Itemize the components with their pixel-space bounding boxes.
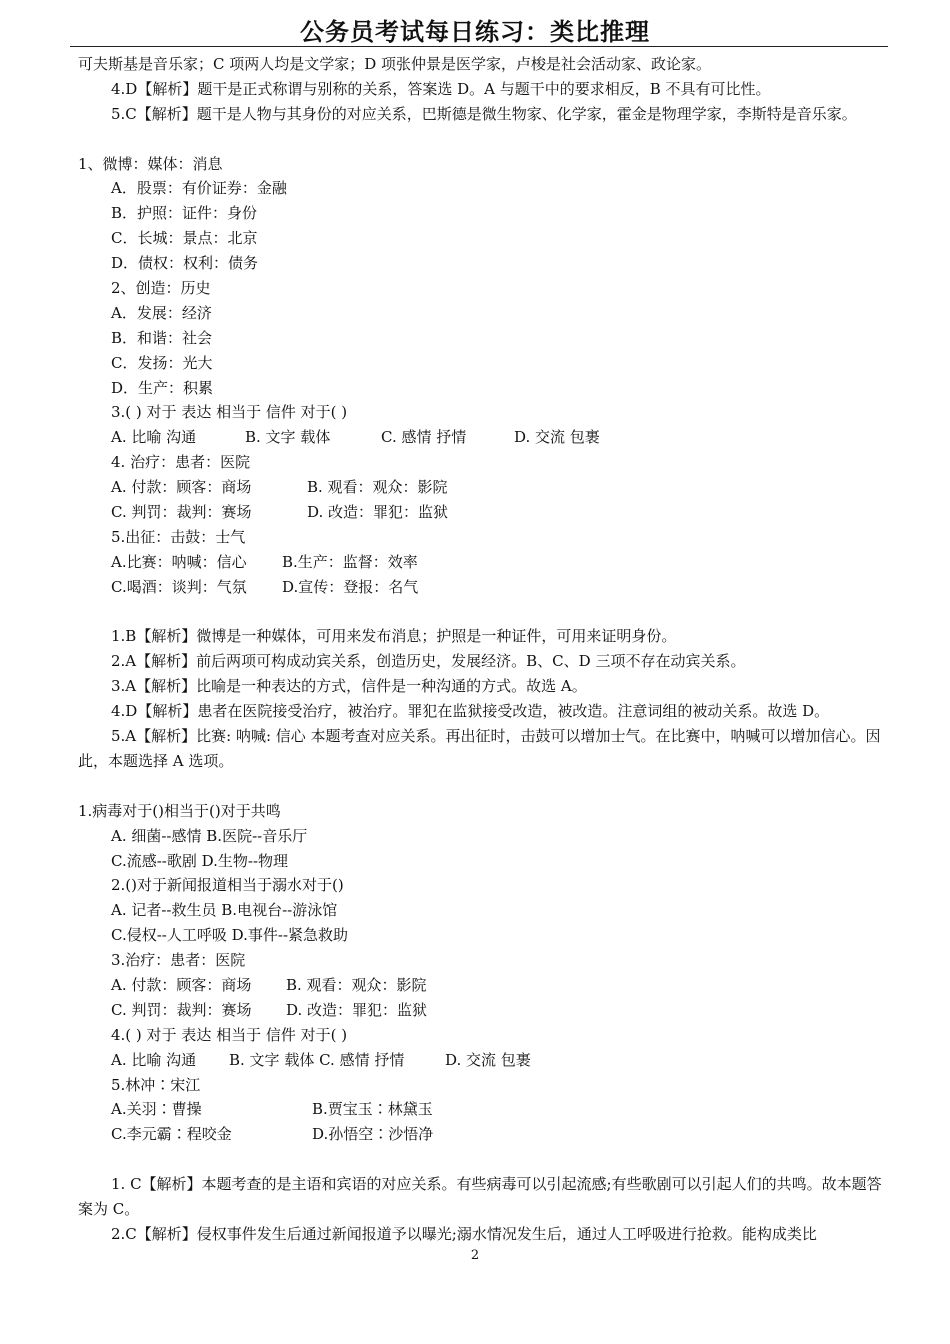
page-number: 2 [470,1248,480,1263]
question-option: D.孙悟空∶沙悟净 [312,1125,434,1144]
question-option: D. 交流 包裹 [445,1050,531,1069]
question-option: B．护照：证件：身份 [111,204,258,223]
question-option: C. 判罚：裁判：赛场 [111,1000,252,1019]
question-option: B. 文字 载体 C. 感情 抒情 [229,1050,405,1069]
question-option: B. 文字 载体 [245,428,331,447]
question-option: A. 记者--救生员 B.电视台--游泳馆 [111,901,338,920]
answer-paragraph: 5.A【解析】比赛: 呐喊: 信心 本题考查对应关系。再出征时，击鼓可以增加士气。在比赛中，呐喊可以增加信心。因此，本题选择 A 选项。 [78,727,881,770]
question-option: A．发展：经济 [111,303,212,322]
question-option: C．发扬：光大 [111,353,213,372]
question-stem: 4. 治疗：患者：医院 [111,453,251,472]
question-options-row [78,475,890,500]
question-option: C．长城：景点：北京 [111,229,258,248]
question-option: C.流感--歌剧 D.生物--物理 [111,851,289,870]
question-option: A. 比喻 沟通 [111,1050,197,1069]
question-option: C.李元霸∶程咬金 [111,1125,232,1144]
answer-line: 5.C【解析】题干是人物与其身份的对应关系，巴斯德是微生物家、化学家，霍金是物理学家，李斯特是音乐家。 [111,104,857,123]
answer-line: 2.A【解析】前后两项可构成动宾关系，创造历史，发展经济。B、C、D 三项不存在动宾关系。 [111,652,746,671]
question-option: C. 判罚：裁判：赛场 [111,503,252,522]
question-option: A．股票：有价证券：金融 [111,179,287,198]
question-option: D. 交流 包裹 [514,428,600,447]
question-options-row [78,575,890,600]
question-option: D.宣传：登报：名气 [282,577,419,596]
question-option: C. 感情 抒情 [381,428,467,447]
answer-line: 3.A【解析】比喻是一种表达的方式，信件是一种沟通的方式。故选 A。 [111,677,587,696]
answer-line: 4.D【解析】题干是正式称谓与别称的关系，答案选 D。A 与题干中的要求相反，B 不具有可比性。 [111,79,771,98]
question-option: B. 观看：观众：影院 [286,975,427,994]
question-options-row [78,500,890,525]
question-options-row [78,973,890,998]
header-rule [70,46,888,47]
question-option: A. 细菌--感情 B.医院--音乐厅 [111,826,308,845]
question-options-row [78,1048,890,1073]
question-stem: 1、微博：媒体：消息 [78,154,223,173]
question-stem: 4.( ) 对于 表达 相当于 信件 对于( ) [111,1025,348,1044]
question-stem: 2、创造：历史 [111,279,211,298]
answer-line: 可夫斯基是音乐家；C 项两人均是文学家；D 项张仲景是医学家，卢梭是社会活动家、政论家。 [78,55,712,73]
question-option: A. 付款：顾客：商场 [111,478,252,497]
document-body [78,52,890,1247]
question-option: B.生产：监督：效率 [282,552,418,571]
question-option: A. 比喻 沟通 [111,428,197,447]
question-stem: 3.治疗：患者：医院 [111,951,246,970]
question-option: D．生产：积累 [111,378,214,397]
question-stem: 2.()对于新闻报道相当于溺水对于() [111,876,344,895]
question-option: C.喝酒：谈判：气氛 [111,577,247,596]
question-option: D. 改造：罪犯：监狱 [307,503,449,522]
question-options-row [78,998,890,1023]
answer-paragraph: 1. C【解析】本题考查的是主语和宾语的对应关系。有些病毒可以引起流感;有些歌剧可以引起人们的共鸣。故本题答案为 C。 [78,1175,882,1219]
question-option: D．债权：权利：债务 [111,254,259,273]
answer-line: 2.C【解析】侵权事件发生后通过新闻报道予以曝光;溺水情况发生后，通过人工呼吸进行抢救。能构成类比 [111,1224,817,1243]
answer-line: 1.B【解析】微博是一种媒体，可用来发布消息；护照是一种证件，可用来证明身份。 [111,627,677,646]
question-options-row [78,1097,890,1122]
question-stem: 1.病毒对于()相当于()对于共鸣 [78,801,281,820]
question-option: B．和谐：社会 [111,328,213,347]
question-option: A.关羽∶曹操 [111,1100,202,1119]
question-options-row [78,425,890,450]
question-option: A.比赛：呐喊：信心 [111,552,247,571]
question-options-row [78,1122,890,1147]
question-stem: 5.林冲∶宋江 [111,1075,201,1094]
question-option: B. 观看：观众：影院 [307,478,448,497]
question-option: B.贾宝玉∶林黛玉 [312,1100,433,1119]
page-title: 公务员考试每日练习：类比推理 [300,18,650,46]
question-option: C.侵权--人工呼吸 D.事件--紧急救助 [111,926,349,945]
question-options-row [78,550,890,575]
answer-line: 4.D【解析】患者在医院接受治疗，被治疗。罪犯在监狱接受改造，被改造。注意词组的被动关系。故选 D。 [111,702,830,721]
question-option: A. 付款：顾客：商场 [111,975,252,994]
question-stem: 3.( ) 对于 表达 相当于 信件 对于( ) [111,403,348,422]
question-stem: 5.出征：击鼓：士气 [111,527,246,546]
question-option: D. 改造：罪犯：监狱 [286,1000,428,1019]
